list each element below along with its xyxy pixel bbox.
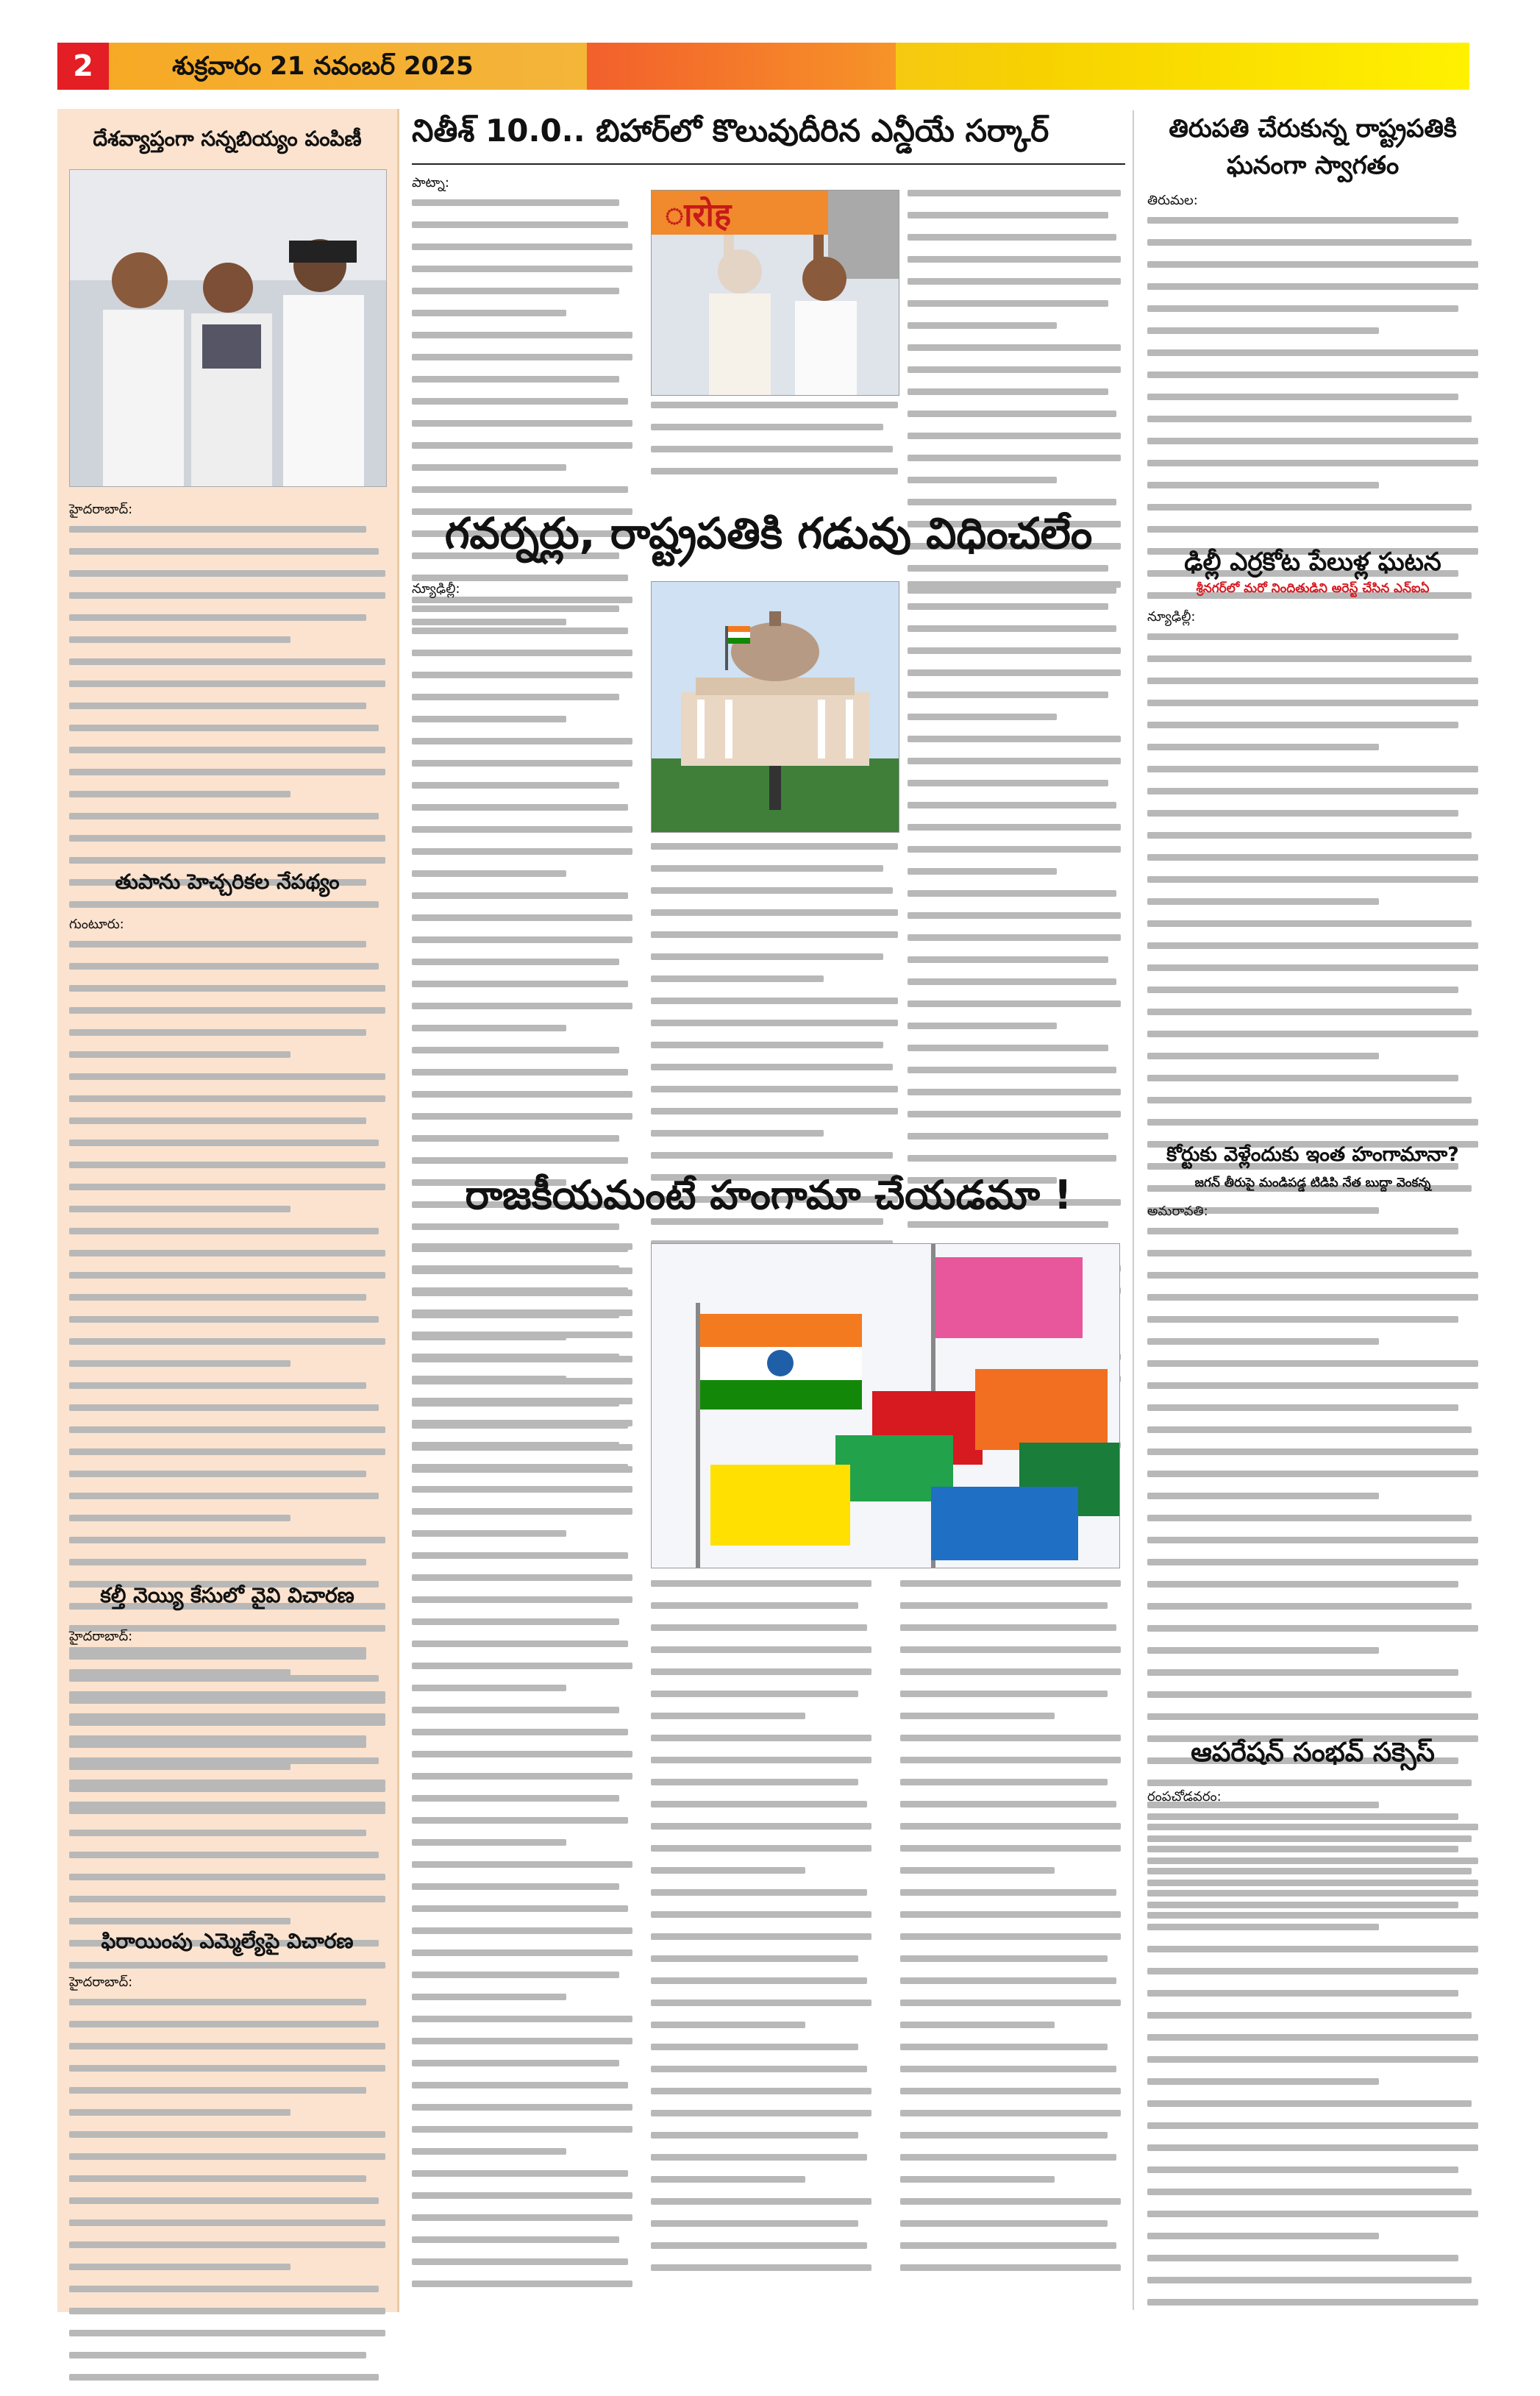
right-story4-title: ఆపరేషన్ సంభవ్ సక్సెస్ (1191, 1738, 1435, 1768)
lead-dateline: పాట్నా: (412, 175, 449, 191)
group-photo-image (70, 170, 386, 486)
sidebar-story4-dateline: హైదరాబాద్: (69, 1974, 133, 1990)
supreme-court-image (652, 582, 899, 832)
sidebar-story2-title: తుపాను హెచ్చరికల నేపథ్యం (115, 870, 340, 894)
left-sidebar (57, 109, 399, 2312)
nitish-modi-photo-image (652, 191, 899, 395)
sidebar-story1-body (69, 502, 385, 923)
politics-body-col2 (651, 1580, 871, 2286)
right-story3-dateline: అమరావతి: (1147, 1204, 1208, 1219)
sidebar-story1-photo (69, 169, 387, 487)
header-accent-strip (587, 43, 896, 90)
right-story4-body (1147, 1789, 1478, 2321)
lead-body-col2 (651, 402, 898, 490)
page-number: 2 (57, 43, 109, 90)
sidebar-story1-title: దేశవ్యాప్తంగా సన్నబియ్యం పంపిణీ (93, 127, 362, 151)
sidebar-story3-dateline: హైదరాబాద్: (69, 1629, 133, 1644)
sidebar-story1-dateline: హైదరాబాద్: (69, 502, 133, 517)
right-story3-title: కోర్టుకు వెళ్లేందుకు ఇంత హంగామానా? (1166, 1143, 1459, 1166)
lead-body-col1 (412, 175, 632, 641)
sidebar-story3-title: కల్తీ నెయ్యి కేసులో వైవి విచారణ (100, 1583, 354, 1607)
supreme-court-photo (651, 581, 899, 833)
sidebar-story2-dateline: గుంటూరు: (69, 917, 124, 932)
right-story2-body (1147, 609, 1478, 1229)
masthead-bar (57, 43, 1469, 90)
governors-dateline: న్యూఢిల్లీ: (412, 581, 460, 597)
lead-photo (651, 190, 899, 396)
party-flags-photo (651, 1243, 1120, 1568)
right-story4-dateline: రంపచోడవరం: (1147, 1789, 1222, 1805)
right-story3-kicker: జగన్ తీరుపై మండిపడ్డ టిడిపి నేత బుద్దా వెంకన్న (1194, 1176, 1431, 1190)
sidebar-story4-title: ఫిరాయింపు ఎమ్మెల్యేపై విచారణ (101, 1929, 354, 1953)
lead-photo-banner: ारोह (665, 196, 732, 234)
issue-date: శుక్రవారం 21 నవంబర్ 2025 (172, 51, 474, 81)
right-story1-title: తిరుపతి చేరుకున్న రాష్ట్రపతికి ఘనంగా స్వాగతం (1169, 114, 1457, 180)
right-story1-dateline: తిరుమల: (1147, 193, 1198, 208)
lead-headline: నితీశ్ 10.0.. బిహార్‌లో కొలువుదీరిన ఎన్డీయే సర్కార్ (412, 113, 1049, 149)
governors-headline: గవర్నర్లు, రాష్ట్రపతికి గడువు విధించలేం (444, 508, 1093, 558)
right-story2-dateline: న్యూఢిల్లీ: (1147, 609, 1196, 625)
lead-rule (412, 163, 1125, 165)
right-story2-title: ఢిల్లీ ఎర్రకోట పేలుళ్ల ఘటన (1184, 547, 1441, 577)
politics-body-col1 (412, 1243, 632, 2303)
right-story2-kicker: శ్రీనగర్‌లో మరో నిందితుడిని అరెస్ట్ చేసిన ఎన్ఐఏ (1196, 581, 1430, 596)
party-flags-image (652, 1244, 1119, 1568)
politics-body-col3 (900, 1580, 1121, 2286)
column-divider (1133, 110, 1134, 2310)
sidebar-story4-body (69, 1974, 385, 2396)
politics-headline: రాజకీయమంటే హంగామా చేయడమా ! (465, 1172, 1072, 1218)
